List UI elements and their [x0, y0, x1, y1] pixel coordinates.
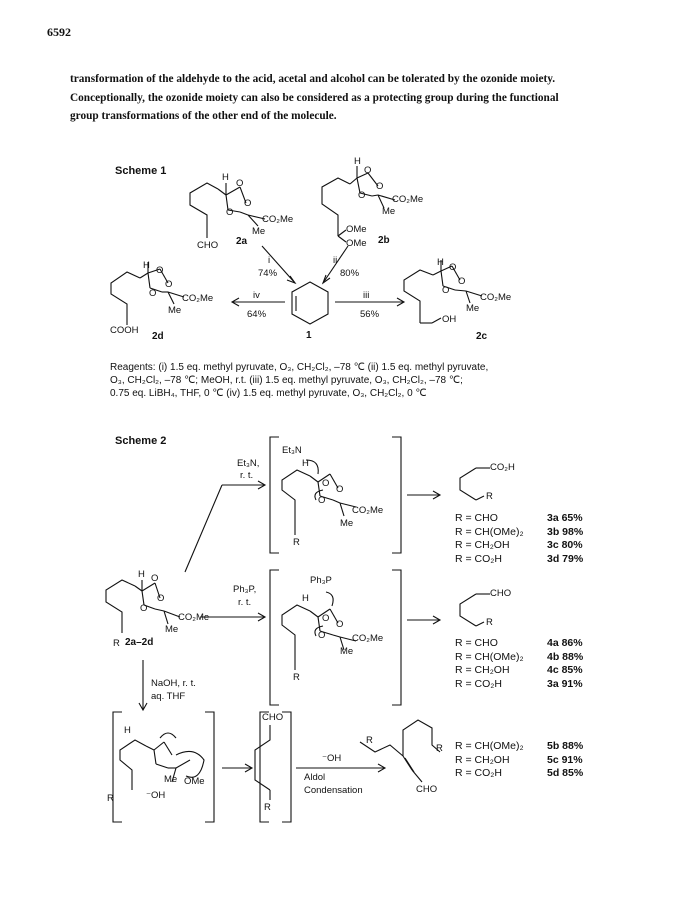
- atom-label: Me: [164, 774, 178, 785]
- reaction-yield: 74%: [258, 268, 278, 279]
- atom-label: O: [376, 181, 384, 192]
- reagents-line: O₃, CH₂Cl₂, –78 ℃; MeOH, r.t. (iii) 1.5 eq. methyl pyruvate, O₃, CH₂Cl₂, –78 ℃;: [110, 375, 463, 386]
- atom-label: H: [437, 257, 444, 268]
- product-row: R = CHO 4a 86%: [455, 637, 583, 649]
- reaction-yield: 56%: [360, 309, 380, 320]
- atom-label: COOH: [110, 325, 139, 336]
- reagent-label: Ph₃P,: [233, 584, 257, 595]
- atom-label: OMe: [346, 224, 367, 235]
- product-row: R = CH(OMe)₂ 5b 88%: [455, 740, 584, 752]
- product-row: R = CO₂H 3a 91%: [455, 677, 583, 690]
- atom-label: CO₂Me: [392, 194, 424, 205]
- intermediate-reagent: Et₃N: [282, 445, 302, 456]
- scheme-2-title: Scheme 2: [115, 435, 167, 447]
- atom-label: CO₂Me: [178, 612, 210, 623]
- atom-label: Me: [466, 303, 480, 314]
- atom-label: O: [318, 630, 326, 641]
- atom-label: H: [138, 569, 145, 580]
- route-b-products: [455, 637, 583, 691]
- atom-label: CO₂Me: [262, 214, 294, 225]
- reaction-yield: 64%: [247, 309, 267, 320]
- atom-label: H: [354, 156, 361, 167]
- atom-label: O: [322, 478, 330, 489]
- aldol-label: Aldol: [304, 772, 326, 783]
- atom-label: Me: [382, 206, 396, 217]
- aldehyde-label: CHO: [416, 784, 438, 795]
- r-group: R: [293, 672, 300, 683]
- reagent-label: aq. THF: [151, 691, 186, 702]
- reaction-label: iv: [253, 290, 260, 301]
- product-group: CO₂H: [490, 462, 515, 473]
- compound-number: 1: [306, 330, 312, 341]
- atom-label: Me: [340, 518, 354, 529]
- atom-label: O: [236, 178, 244, 189]
- reagent-label: r. t.: [240, 470, 254, 481]
- compound-number: 2a–2d: [125, 637, 154, 648]
- reagent-label: NaOH, r. t.: [151, 678, 196, 689]
- page-number: 6592: [47, 25, 71, 39]
- atom-label: O: [449, 262, 457, 273]
- atom-label: H: [222, 172, 229, 183]
- r-group: R: [113, 638, 120, 649]
- reaction-label: i: [268, 255, 271, 266]
- reagents-line: Reagents: (i) 1.5 eq. methyl pyruvate, O₃, CH₂Cl₂, –78 ℃ (ii) 1.5 eq. methyl pyruvate,: [110, 362, 489, 373]
- scheme-1-reagents: [110, 361, 630, 400]
- reaction-yield: 80%: [340, 268, 360, 279]
- paragraph-line: group transformations of the other end of the molecule.: [70, 110, 337, 122]
- product-row: R = CO₂H 3d 79%: [455, 552, 584, 565]
- atom-label: O: [140, 603, 148, 614]
- hydroxide-label: ⁻OH: [146, 790, 166, 801]
- aldol-label: Condensation: [304, 785, 363, 796]
- atom-label: Me: [165, 624, 179, 635]
- r-group: R: [293, 537, 300, 548]
- atom-label: O: [442, 285, 450, 296]
- reagent-label: r. t.: [238, 597, 252, 608]
- r-group: R: [486, 491, 493, 502]
- atom-label: O: [165, 279, 173, 290]
- atom-label: O: [336, 619, 344, 630]
- reagent-label: Et₃N,: [237, 458, 260, 469]
- route-c-products: [455, 740, 583, 781]
- product-row: R = CO₂H 5d 85%: [455, 767, 584, 779]
- atom-label: O: [336, 484, 344, 495]
- r-group: R: [366, 735, 373, 746]
- base-label: ⁻OH: [322, 753, 342, 764]
- atom-label: OMe: [184, 776, 205, 787]
- compound-number: 2a: [236, 236, 248, 247]
- atom-label: O: [458, 276, 466, 287]
- scheme-1-title: Scheme 1: [115, 165, 167, 177]
- paragraph-line: transformation of the aldehyde to the acid, acetal and alcohol can be tolerated by the ozonide moiety.: [70, 73, 556, 85]
- paragraph-line: Conceptionally, the ozonide moiety can also be considered as a protecting group during the functional: [70, 91, 559, 104]
- atom-label: O: [322, 613, 330, 624]
- compound-number: 2c: [476, 331, 488, 342]
- atom-label: O: [226, 207, 234, 218]
- intermediate-reagent: Ph₃P: [310, 575, 332, 586]
- atom-label: O: [244, 198, 252, 209]
- atom-label: H: [143, 260, 150, 271]
- r-group: R: [107, 793, 114, 804]
- atom-label: CO₂Me: [480, 292, 512, 303]
- atom-label: CO₂Me: [352, 505, 384, 516]
- reagents-line: 0.75 eq. LiBH₄, THF, 0 ℃ (iv) 1.5 eq. methyl pyruvate, O₃, CH₂Cl₂, 0 ℃: [110, 388, 427, 399]
- atom-label: O: [318, 495, 326, 506]
- atom-label: OH: [442, 314, 457, 325]
- product-row: R = CH(OMe)₂ 4b 88%: [455, 650, 584, 663]
- atom-label: CHO: [197, 240, 219, 251]
- atom-label: Me: [340, 646, 354, 657]
- compound-number: 2b: [378, 235, 390, 246]
- route-a-products: [455, 512, 583, 566]
- r-group: R: [486, 617, 493, 628]
- atom-label: H: [124, 725, 131, 736]
- atom-label: CO₂Me: [352, 633, 384, 644]
- atom-label: CO₂Me: [182, 293, 214, 304]
- compound-1-drawing: [292, 282, 328, 324]
- reaction-label: iii: [363, 290, 370, 301]
- aldehyde-intermediate-drawing: [255, 725, 270, 800]
- atom-label: OMe: [346, 238, 367, 249]
- aldehyde-label: CHO: [262, 712, 284, 723]
- atom-label: O: [364, 165, 372, 176]
- r-group: R: [436, 743, 443, 754]
- product-row: R = CH₂OH 3c 80%: [455, 539, 583, 551]
- reaction-label: ii: [333, 255, 338, 266]
- atom-label: O: [149, 288, 157, 299]
- atom-label: O: [358, 190, 366, 201]
- atom-label: O: [151, 573, 159, 584]
- atom-label: H: [302, 593, 309, 604]
- product-group: CHO: [490, 588, 512, 599]
- product-row: R = CH(OMe)₂ 3b 98%: [455, 525, 584, 538]
- product-row: R = CH₂OH 5c 91%: [455, 753, 583, 766]
- atom-label: Me: [168, 305, 182, 316]
- atom-label: O: [157, 593, 165, 604]
- atom-label: O: [156, 265, 164, 276]
- product-5-drawing: [360, 720, 440, 782]
- compound-number: 2d: [152, 331, 164, 342]
- atom-label: Me: [252, 226, 266, 237]
- r-group: R: [264, 802, 271, 813]
- product-row: R = CH₂OH 4c 85%: [455, 664, 583, 676]
- atom-label: H: [302, 458, 309, 469]
- product-row: R = CHO 3a 65%: [455, 512, 583, 524]
